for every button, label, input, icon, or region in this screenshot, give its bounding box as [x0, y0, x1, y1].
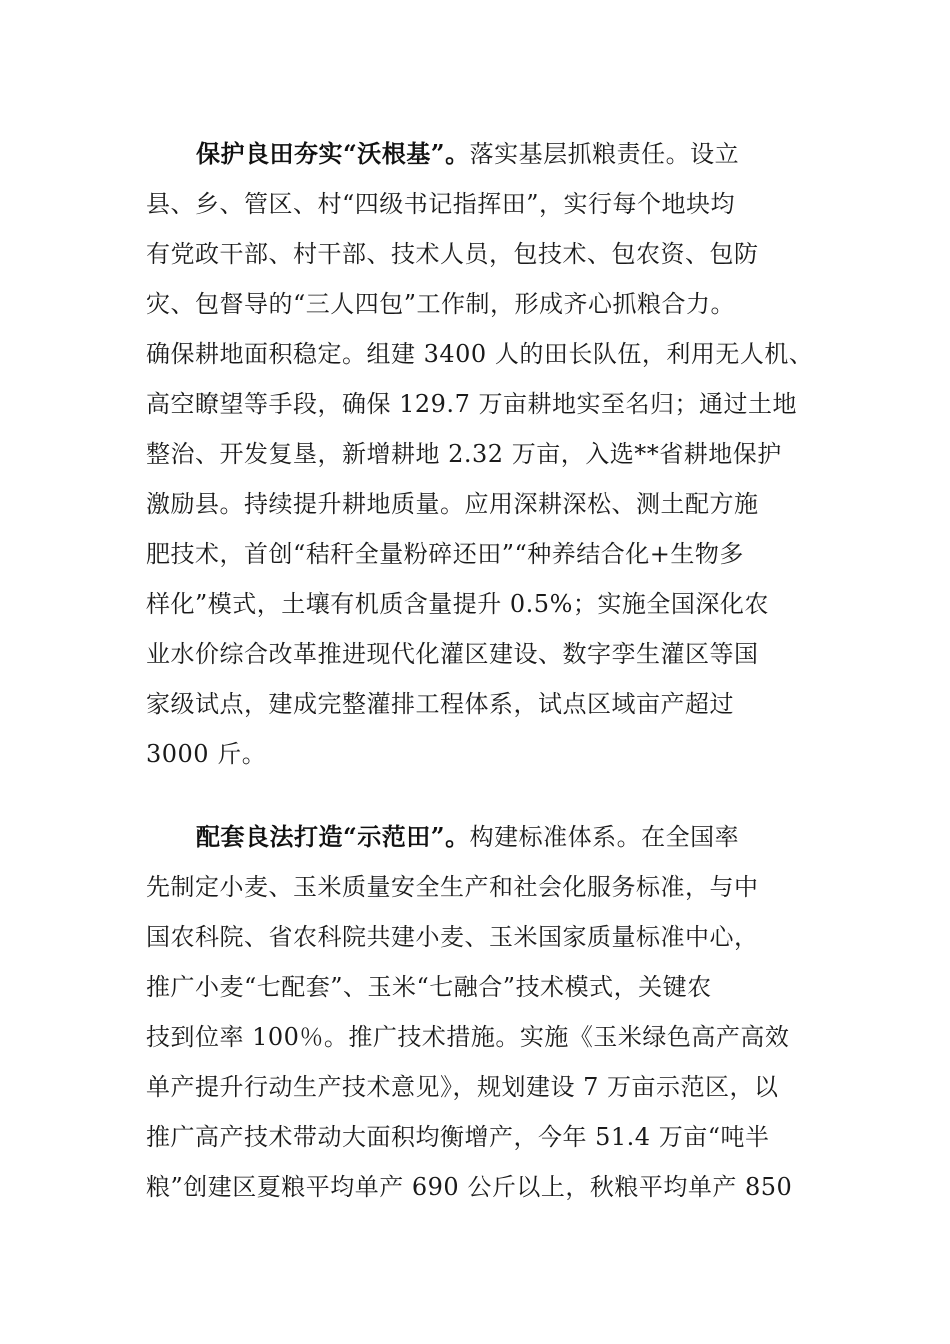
text-line: 确保耕地面积稳定。组建 3400 人的田长队伍，利用无人机、: [146, 340, 814, 368]
text-line: 家级试点，建成完整灌排工程体系，试点区域亩产超过: [146, 690, 734, 718]
text-line: 单产提升行动生产技术意见》，规划建设 7 万亩示范区，以: [146, 1073, 779, 1101]
paragraph-first-line: [146, 815, 811, 865]
text-line: 国农科院、省农科院共建小麦、玉米国家质量标准中心，: [146, 923, 759, 951]
text-line: 肥技术，首创“秸秆全量粉碎还田”“种养结合化+生物多: [146, 540, 744, 568]
paragraph-first-line: [146, 132, 811, 182]
text-line: 高空瞭望等手段，确保 129.7 万亩耕地实至名归；通过土地: [146, 390, 797, 418]
paragraph-heading: 配套良法打造“示范田”。: [196, 822, 470, 851]
text-line: 县、乡、管区、村“四级书记指挥田”，实行每个地块均: [146, 190, 736, 218]
text-line: 落实基层抓粮责任。设立: [469, 140, 740, 168]
text-line: 技到位率 100％。推广技术措施。实施《玉米绿色高产高效: [146, 1023, 790, 1051]
paragraph-heading: 保护良田夯实“沃根基”。: [196, 139, 470, 168]
text-line: 有党政干部、村干部、技术人员，包技术、包农资、包防: [146, 240, 759, 268]
paragraph-protect-farmland: [146, 132, 814, 782]
text-line: 业水价综合改革推进现代化灌区建设、数字孪生灌区等国: [146, 640, 759, 668]
text-line: 整治、开发复垦，新增耕地 2.32 万亩，入选**省耕地保护: [146, 440, 782, 468]
text-line: 3000 斤。: [146, 740, 267, 768]
text-line: 粮”创建区夏粮平均单产 690 公斤以上，秋粮平均单产 850: [146, 1173, 793, 1201]
text-line: 激励县。持续提升耕地质量。应用深耕深松、测土配方施: [146, 490, 759, 518]
text-line: 灾、包督导的“三人四包”工作制，形成齐心抓粮合力。: [146, 290, 736, 318]
text-line: 构建标准体系。在全国率: [469, 823, 740, 851]
paragraph-demo-field: [146, 815, 811, 1215]
text-line: 推广高产技术带动大面积均衡增产，今年 51.4 万亩“吨半: [146, 1123, 770, 1151]
text-line: 先制定小麦、玉米质量安全生产和社会化服务标准，与中: [146, 873, 759, 901]
text-line: 推广小麦“七配套”、玉米“七融合”技术模式，关键农: [146, 973, 712, 1001]
text-line: 样化”模式，土壤有机质含量提升 0.5%；实施全国深化农: [146, 590, 769, 618]
